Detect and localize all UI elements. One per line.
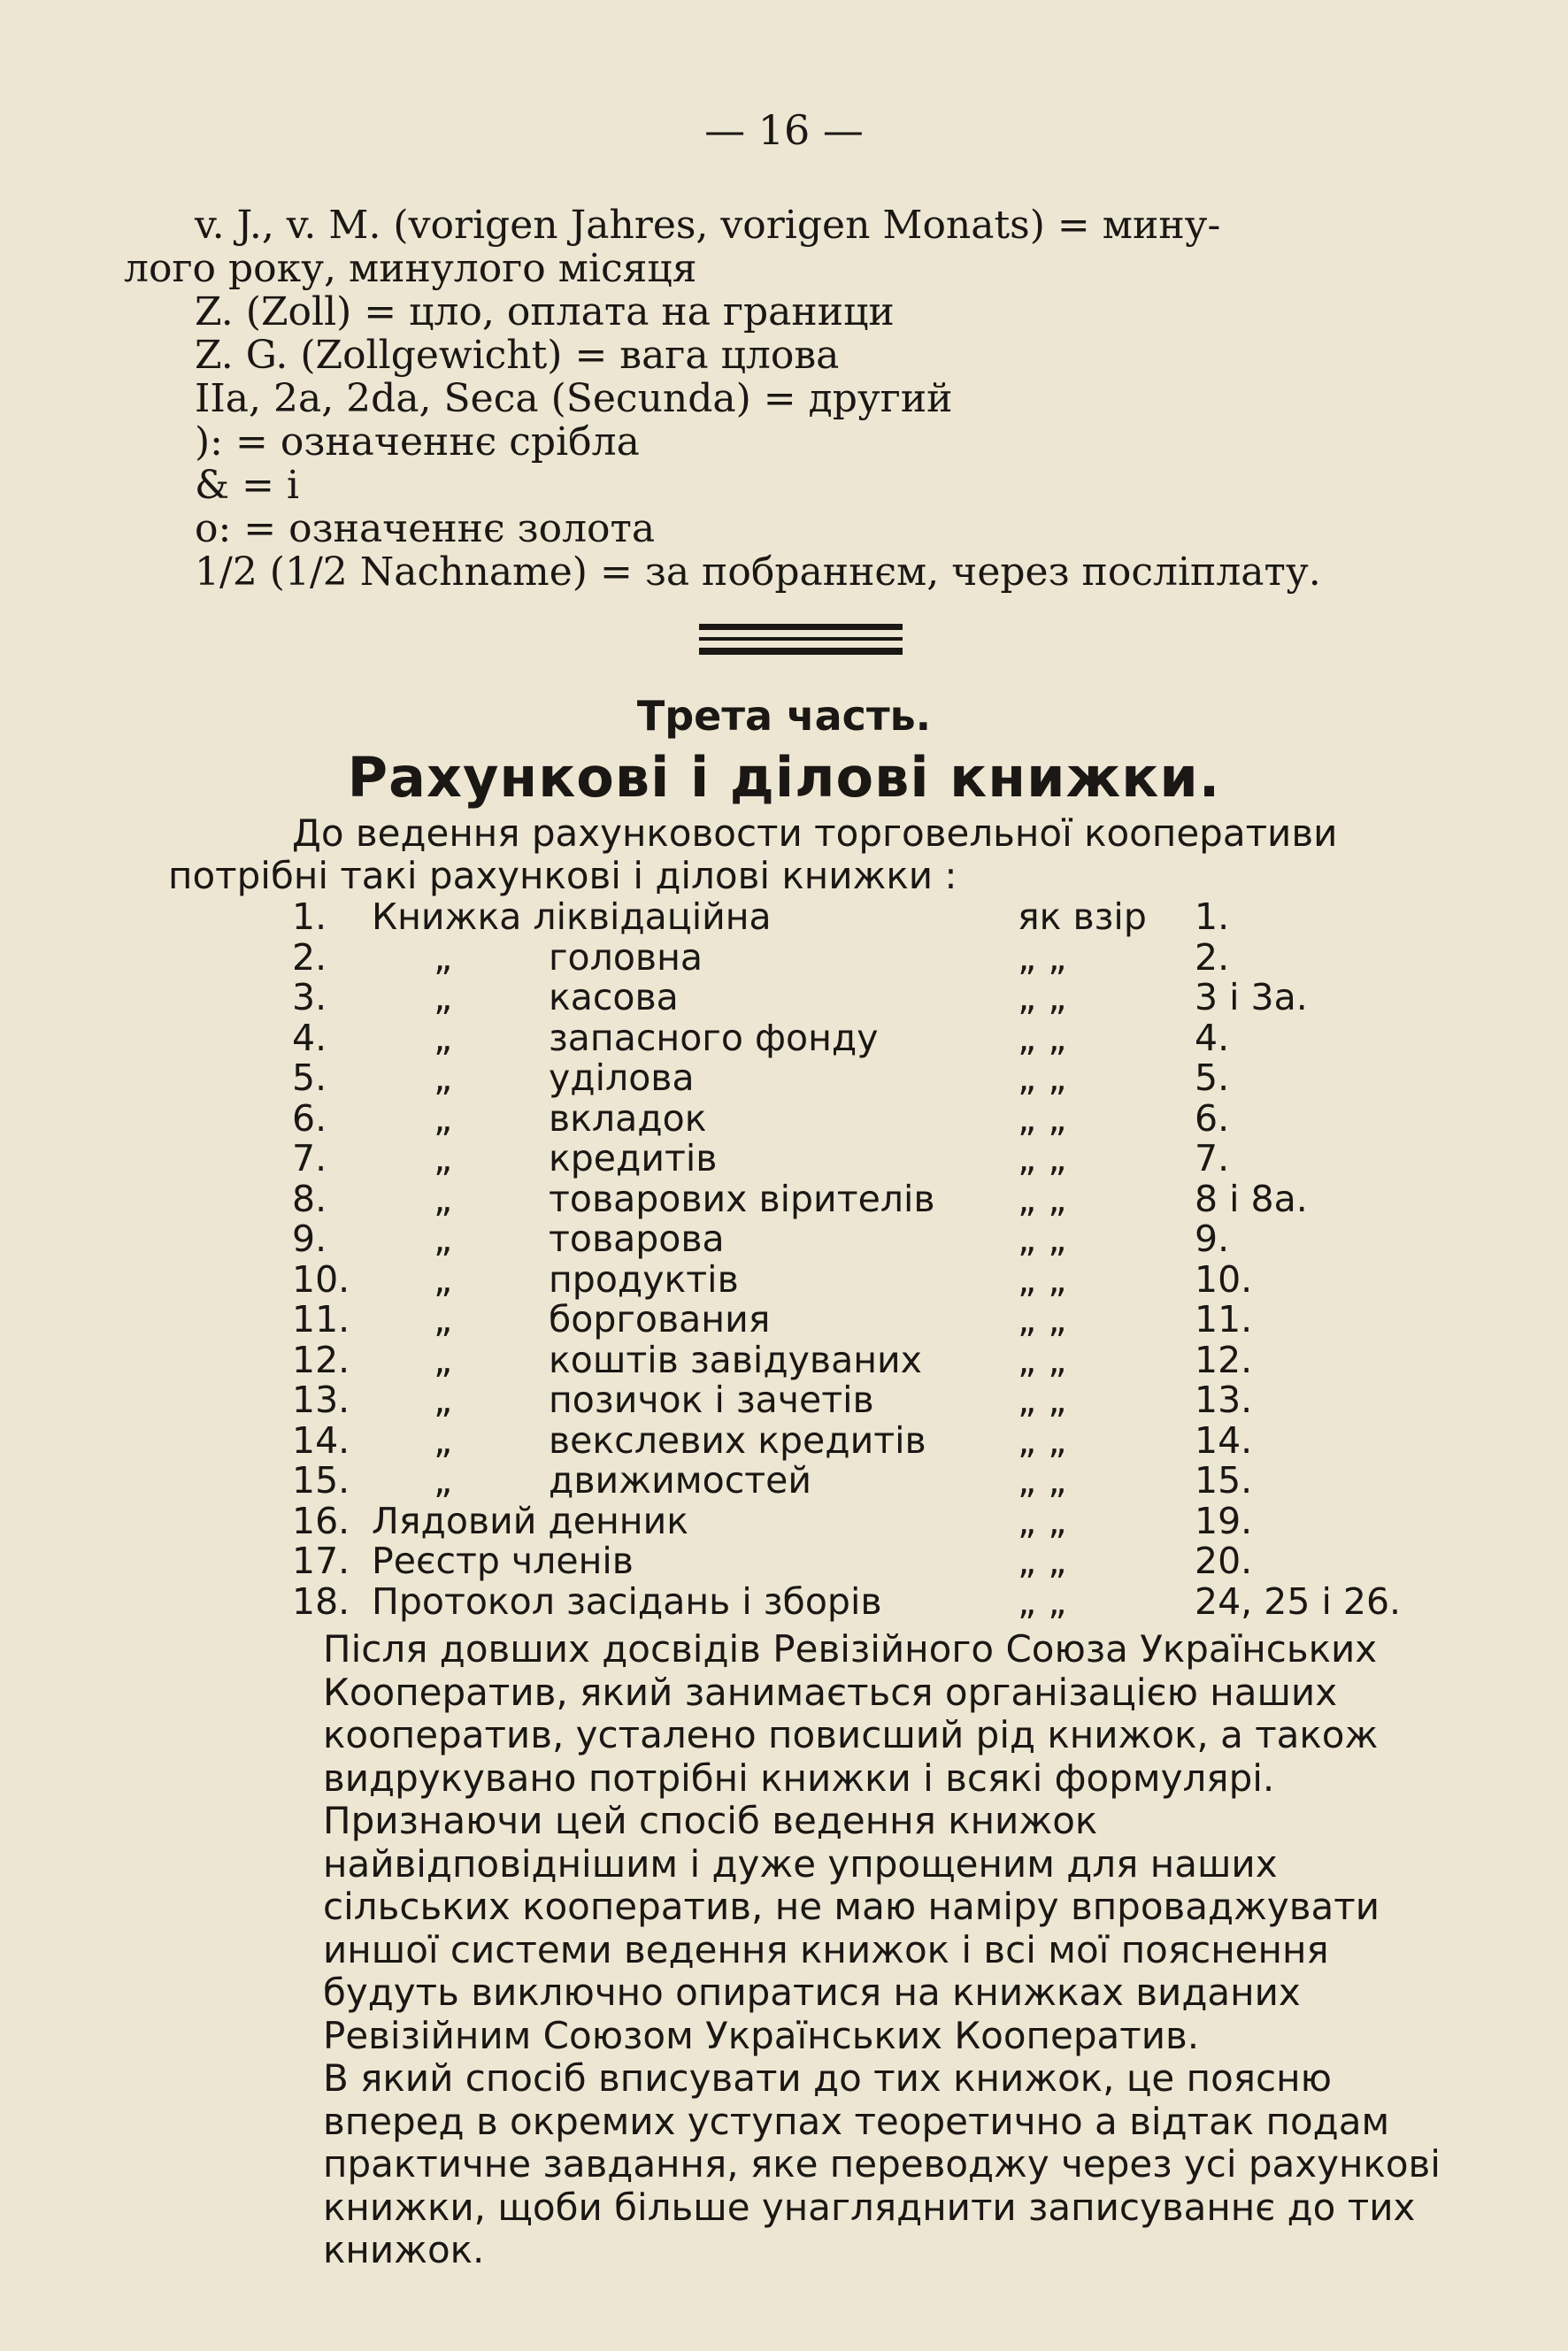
ditto-mark: „	[434, 1459, 453, 1502]
as-sample-label: „ „	[1018, 1499, 1067, 1542]
book-number: 12.	[292, 1338, 350, 1381]
book-number: 6.	[292, 1096, 327, 1140]
book-number: 10.	[292, 1257, 350, 1301]
book-name: запасного фонду	[549, 1016, 879, 1059]
book-list-item	[292, 1580, 1442, 1621]
intro-text	[168, 812, 1433, 897]
book-list-item	[292, 1339, 1442, 1379]
book-list-item	[292, 1097, 1442, 1138]
book-number: 1.	[292, 895, 327, 938]
ditto-mark: „	[434, 1338, 453, 1381]
book-number: 17.	[292, 1540, 350, 1582]
abbreviation-line: лого року, минулого місяця	[124, 246, 697, 291]
as-sample-label: „ „	[1018, 1298, 1067, 1341]
ditto-mark: „	[434, 1257, 453, 1301]
ditto-mark: „	[434, 1218, 453, 1260]
sample-reference: 24, 25 і 26.	[1195, 1579, 1402, 1623]
intro-line: До ведення рахунковости торговельної кооперативи	[292, 811, 1338, 855]
divider-rule	[699, 637, 903, 641]
book-name: головна	[549, 935, 703, 979]
sample-reference: 13.	[1195, 1379, 1253, 1421]
book-list-item	[292, 1500, 1442, 1540]
as-sample-label: „ „	[1018, 1257, 1067, 1301]
book-list	[292, 895, 1442, 1623]
as-sample-label: „ „	[1018, 1137, 1067, 1179]
as-sample-label: „ „	[1018, 1096, 1067, 1140]
book-list-item	[292, 1459, 1442, 1500]
sample-reference: 6.	[1195, 1096, 1230, 1140]
paragraph: Після довших досвідів Ревізійного Союза Українських Кооператив, який занимається організацією наших кооператив, усталено повисший рід книжок, а також видрукувано потрібні книжки і всякі формулярі. Признаючи цей спосіб ведення книжок найвідповіднішим і дуже упрощеним для наших сільських кооператив, не маю наміру впроваджувати иншої системи ведення книжок і всі мої пояснення будуть виключно опиратися на книжках виданих Ревізійним Союзом Українських Кооператив.	[323, 1627, 1380, 2057]
book-number: 11.	[292, 1298, 350, 1341]
book-name: Книжка ліквідаційна	[372, 895, 772, 938]
abbreviation-line: IIa, 2a, 2da, Seca (Secunda) = другий	[195, 376, 953, 421]
abbreviation-line: v. J., v. M. (vorigen Jahres, vorigen Monats) = мину-	[195, 203, 1221, 248]
book-name: позичок і зачетів	[549, 1379, 874, 1421]
divider-rule	[699, 648, 903, 655]
part-label: Трета часть.	[636, 692, 932, 740]
sample-reference: 19.	[1195, 1499, 1253, 1542]
as-sample-label: „ „	[1018, 1379, 1067, 1421]
divider-rule	[699, 624, 903, 630]
book-name: касова	[549, 976, 679, 1018]
abbreviation-line: o: = означеннє золота	[195, 506, 656, 551]
book-number: 3.	[292, 976, 327, 1018]
book-list-item	[292, 1379, 1442, 1419]
book-list-item	[292, 1258, 1442, 1299]
book-number: 14.	[292, 1418, 350, 1462]
book-name: коштів завідуваних	[549, 1338, 922, 1381]
book-name: боргования	[549, 1298, 771, 1341]
as-sample-label: „ „	[1018, 1459, 1067, 1502]
book-number: 4.	[292, 1016, 327, 1059]
as-sample-label: „ „	[1018, 1016, 1067, 1059]
ditto-mark: „	[434, 1096, 453, 1140]
abbreviation-line: Z. (Zoll) = цло, оплата на граници	[195, 289, 895, 334]
book-list-item	[292, 1056, 1442, 1097]
as-sample-label: „ „	[1018, 1177, 1067, 1220]
book-name: кредитів	[549, 1137, 718, 1179]
book-list-item	[292, 976, 1442, 1017]
book-number: 13.	[292, 1379, 350, 1421]
abbreviation-line: Z. G. (Zollgewicht) = вага цлова	[195, 333, 840, 378]
abbreviation-line: & = і	[195, 463, 300, 508]
as-sample-label: „ „	[1018, 1540, 1067, 1582]
as-sample-label: „ „	[1018, 976, 1067, 1018]
book-list-item	[292, 895, 1442, 936]
book-name: продуктів	[549, 1257, 739, 1301]
book-name: товарових вірителів	[549, 1177, 935, 1220]
sample-reference: 20.	[1195, 1540, 1253, 1582]
book-name: Лядовий денник	[372, 1499, 689, 1542]
book-name: векслевих кредитів	[549, 1418, 926, 1462]
book-name: Протокол засідань і зборів	[372, 1579, 882, 1623]
as-sample-label: „ „	[1018, 935, 1067, 979]
ditto-mark: „	[434, 1379, 453, 1421]
as-sample-label: як взір	[1018, 895, 1147, 938]
book-list-item	[292, 1540, 1442, 1580]
book-list-item	[292, 1419, 1442, 1460]
book-number: 15.	[292, 1459, 350, 1502]
paragraph: В який спосіб вписувати до тих книжок, це поясню вперед в окремих уступах теоретично а відтак подам практичне завдання, яке переводжу через усі рахункові книжки, щоби більше унагляднити записуваннє до тих книжок.	[323, 2056, 1441, 2271]
book-number: 7.	[292, 1137, 327, 1179]
sample-reference: 4.	[1195, 1016, 1230, 1059]
sample-reference: 11.	[1195, 1298, 1253, 1341]
abbreviation-list	[124, 203, 1416, 595]
book-number: 5.	[292, 1056, 327, 1099]
book-name: уділова	[549, 1056, 695, 1099]
as-sample-label: „ „	[1018, 1218, 1067, 1260]
book-name: движимостей	[549, 1459, 812, 1502]
sample-reference: 3 і 3а.	[1195, 976, 1308, 1018]
ditto-mark: „	[434, 976, 453, 1018]
sample-reference: 10.	[1195, 1257, 1253, 1301]
sample-reference: 1.	[1195, 895, 1230, 938]
book-name: Реєстр членів	[372, 1540, 634, 1582]
ditto-mark: „	[434, 1177, 453, 1220]
sample-reference: 2.	[1195, 935, 1230, 979]
ditto-mark: „	[434, 1418, 453, 1462]
book-list-item	[292, 1298, 1442, 1339]
book-name: товарова	[549, 1218, 725, 1260]
sample-reference: 8 і 8а.	[1195, 1177, 1308, 1220]
abbreviation-line: ): = означеннє срібла	[195, 419, 640, 465]
ditto-mark: „	[434, 935, 453, 979]
book-list-item	[292, 1178, 1442, 1218]
page-number: — 16 —	[704, 106, 864, 154]
sample-reference: 15.	[1195, 1459, 1253, 1502]
ditto-mark: „	[434, 1298, 453, 1341]
ditto-mark: „	[434, 1137, 453, 1179]
sample-reference: 9.	[1195, 1218, 1230, 1260]
book-number: 18.	[292, 1579, 350, 1623]
book-name: вкладок	[549, 1096, 707, 1140]
as-sample-label: „ „	[1018, 1418, 1067, 1462]
abbreviation-line: 1/2 (1/2 Nachname) = за побраннєм, через посліплату.	[195, 549, 1321, 595]
book-number: 2.	[292, 935, 327, 979]
sample-reference: 7.	[1195, 1137, 1230, 1179]
book-number: 9.	[292, 1218, 327, 1260]
as-sample-label: „ „	[1018, 1056, 1067, 1099]
book-list-item	[292, 936, 1442, 977]
section-title: Рахункові і ділові книжки.	[347, 745, 1221, 810]
body-text	[217, 1628, 1447, 2272]
book-list-item	[292, 1218, 1442, 1258]
book-list-item	[292, 1017, 1442, 1057]
book-number: 8.	[292, 1177, 327, 1220]
as-sample-label: „ „	[1018, 1338, 1067, 1381]
sample-reference: 14.	[1195, 1418, 1253, 1462]
sample-reference: 5.	[1195, 1056, 1230, 1099]
sample-reference: 12.	[1195, 1338, 1253, 1381]
as-sample-label: „ „	[1018, 1579, 1067, 1623]
intro-line: потрібні такі рахункові і ділові книжки :	[168, 854, 957, 897]
ditto-mark: „	[434, 1056, 453, 1099]
ditto-mark: „	[434, 1016, 453, 1059]
book-list-item	[292, 1137, 1442, 1178]
book-number: 16.	[292, 1499, 350, 1542]
